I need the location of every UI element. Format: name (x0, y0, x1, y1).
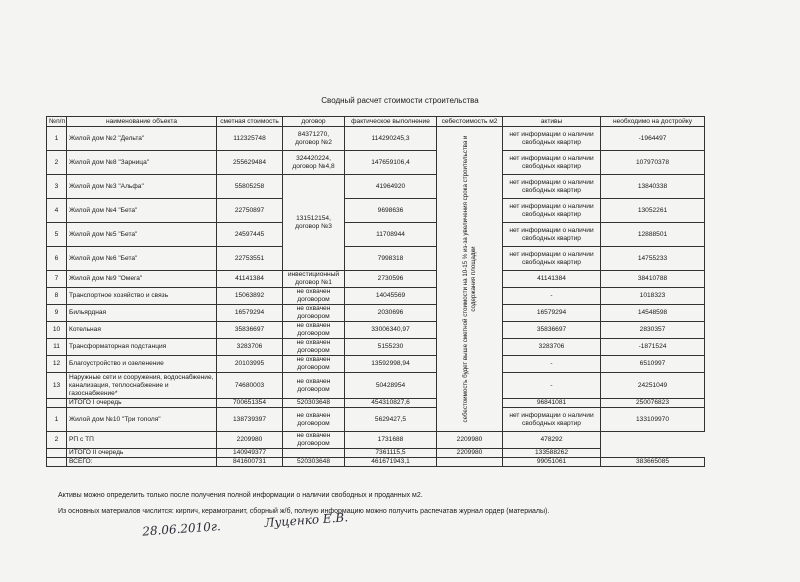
row-number: 8 (47, 288, 67, 305)
assets: 16579294 (503, 305, 601, 322)
subtotal-label: ИТОГО II очередь (67, 449, 217, 458)
assets: 41141384 (503, 271, 601, 288)
table-row (47, 175, 705, 199)
estimated-cost: 20103995 (217, 356, 283, 373)
grand-total-contract: 520303648 (283, 458, 345, 467)
row-number: 6 (47, 247, 67, 271)
table-row (47, 247, 705, 271)
actual-completion: 33006340,97 (345, 322, 437, 339)
actual-completion: 1731688 (345, 432, 437, 449)
estimated-cost: 2209980 (217, 432, 283, 449)
actual-completion: 14045569 (345, 288, 437, 305)
table-row (47, 223, 705, 247)
assets: нет информации о наличии свободных квартир (503, 199, 601, 223)
col-header: необходимо на достройку (601, 117, 705, 127)
empty-cell (47, 399, 67, 408)
estimated-cost: 24597445 (217, 223, 283, 247)
object-name: Жилой дом №8 "Зарница" (67, 151, 217, 175)
contract: не охвачен договором (283, 288, 345, 305)
assets: - (503, 373, 601, 399)
grand-total-actual: 461671943,1 (345, 458, 437, 467)
row-number: 10 (47, 322, 67, 339)
subtotal-row (47, 449, 705, 458)
table-row (47, 305, 705, 322)
empty-cell (47, 449, 67, 458)
grand-total-assets: 99051061 (503, 458, 601, 467)
actual-completion: 7998318 (345, 247, 437, 271)
need-to-complete: 38410788 (601, 271, 705, 288)
row-number: 13 (47, 373, 67, 399)
contract: не охвачен договором (283, 408, 345, 432)
col-header: себестоимость м2 (437, 117, 503, 127)
assets: нет информации о наличии свободных квартир (503, 151, 601, 175)
subtotal-cost: 140949377 (217, 449, 283, 458)
table-row (47, 288, 705, 305)
cost-table (46, 116, 705, 467)
object-name: Трансформаторная подстанция (67, 339, 217, 356)
estimated-cost: 55805258 (217, 175, 283, 199)
need-to-complete: 12888501 (601, 223, 705, 247)
actual-completion: 2030696 (345, 305, 437, 322)
actual-completion: 114290245,3 (345, 127, 437, 151)
assets: нет информации о наличии свободных квартир (503, 175, 601, 199)
table-row (47, 408, 705, 432)
object-name: Наружные сети и сооружения, водоснабжение, канализация, теплоснабжение и газоснабжение* (67, 373, 217, 399)
actual-completion: 13592998,94 (345, 356, 437, 373)
need-to-complete: 13840338 (601, 175, 705, 199)
assets-note: Активы можно определить только после получения полной информации о наличии свободных и проданных м2. (58, 492, 423, 499)
actual-completion: 9698636 (345, 199, 437, 223)
row-number: 9 (47, 305, 67, 322)
need-to-complete: 478292 (503, 432, 601, 449)
row-number: 3 (47, 175, 67, 199)
actual-completion: 11708944 (345, 223, 437, 247)
grand-total-row (47, 458, 705, 467)
subtotal-need: 250076823 (601, 399, 705, 408)
need-to-complete: 107970378 (601, 151, 705, 175)
cost-per-m2-note (437, 127, 503, 432)
contract: не охвачен договором (283, 339, 345, 356)
need-to-complete: 1018323 (601, 288, 705, 305)
object-name: Бильярдная (67, 305, 217, 322)
contract: не охвачен договором (283, 356, 345, 373)
subtotal-contract (283, 449, 345, 458)
contract: не охвачен договором (283, 305, 345, 322)
assets: 35836697 (503, 322, 601, 339)
table-row (47, 373, 705, 399)
assets: нет информации о наличии свободных квартир (503, 127, 601, 151)
object-name: Жилой дом №10 "Три тополя" (67, 408, 217, 432)
table-row (47, 322, 705, 339)
actual-completion: 147659106,4 (345, 151, 437, 175)
row-number: 12 (47, 356, 67, 373)
col-header: договор (283, 117, 345, 127)
contract: не охвачен договором (283, 432, 345, 449)
estimated-cost: 3283706 (217, 339, 283, 356)
estimated-cost: 41141384 (217, 271, 283, 288)
signature-date: 28.06.2010г. (141, 519, 222, 539)
row-number: 11 (47, 339, 67, 356)
row-number: 2 (47, 432, 67, 449)
row-number: 5 (47, 223, 67, 247)
object-name: Котельная (67, 322, 217, 339)
shared-contract: 131512154, договор №3 (283, 175, 345, 271)
row-number: 1 (47, 408, 67, 432)
col-header: фактическое выполнение (345, 117, 437, 127)
grand-total-label: ВСЕГО: (67, 458, 217, 467)
estimated-cost: 112325748 (217, 127, 283, 151)
grand-total-cost: 841600731 (217, 458, 283, 467)
table-row (47, 199, 705, 223)
estimated-cost: 15063892 (217, 288, 283, 305)
row-number: 1 (47, 127, 67, 151)
col-header: сметная стоимость (217, 117, 283, 127)
contract: 84371270, договор №2 (283, 127, 345, 151)
table-row (47, 356, 705, 373)
subtotal-actual: 7361115,5 (345, 449, 437, 458)
actual-completion: 5629427,5 (345, 408, 437, 432)
actual-completion: 2730596 (345, 271, 437, 288)
estimated-cost: 22750897 (217, 199, 283, 223)
table-row (47, 432, 705, 449)
subtotal-row (47, 399, 705, 408)
object-name: Благоустройство и озеленение (67, 356, 217, 373)
assets: - (503, 288, 601, 305)
object-name: Жилой дом №3 "Альфа" (67, 175, 217, 199)
need-to-complete: -1964497 (601, 127, 705, 151)
table-row (47, 127, 705, 151)
subtotal-contract: 520303648 (283, 399, 345, 408)
object-name: Жилой дом №2 "Дельта" (67, 127, 217, 151)
empty-cell (437, 458, 503, 467)
assets: 2209980 (437, 432, 503, 449)
signature-name: Луценко Е.В. (263, 510, 349, 531)
actual-completion: 5155230 (345, 339, 437, 356)
object-name: Жилой дом №6 "Бета" (67, 247, 217, 271)
contract: 324420224, договор №4,8 (283, 151, 345, 175)
contract: не охвачен договором (283, 373, 345, 399)
col-header: наименование объекта (67, 117, 217, 127)
document-title: Сводный расчет стоимости строительства (321, 96, 479, 105)
vertical-note-text: себестоимость будет выше сметной стоимости на 10-15 % из-за увеличения срока строительства и содержания площадки (461, 135, 477, 423)
need-to-complete: 14755233 (601, 247, 705, 271)
contract: не охвачен договором (283, 322, 345, 339)
subtotal-assets: 2209980 (437, 449, 503, 458)
need-to-complete: 13052261 (601, 199, 705, 223)
need-to-complete: -1871524 (601, 339, 705, 356)
col-header: активы (503, 117, 601, 127)
estimated-cost: 35836697 (217, 322, 283, 339)
table-header-row (47, 117, 705, 127)
object-name: Транспортное хозяйство и связь (67, 288, 217, 305)
assets: нет информации о наличии свободных квартир (503, 247, 601, 271)
subtotal-actual: 454310827,6 (345, 399, 437, 408)
table-row (47, 271, 705, 288)
need-to-complete: 2830357 (601, 322, 705, 339)
row-number: 4 (47, 199, 67, 223)
subtotal-label: ИТОГО I очередь (67, 399, 217, 408)
estimated-cost: 22753551 (217, 247, 283, 271)
contract: инвестиционный договор №1 (283, 271, 345, 288)
object-name: Жилой дом №4 "Бета" (67, 199, 217, 223)
need-to-complete: 24251049 (601, 373, 705, 399)
table-row (47, 339, 705, 356)
estimated-cost: 74680003 (217, 373, 283, 399)
row-number: 7 (47, 271, 67, 288)
actual-completion: 41964920 (345, 175, 437, 199)
actual-completion: 50428954 (345, 373, 437, 399)
estimated-cost: 255629484 (217, 151, 283, 175)
estimated-cost: 138739397 (217, 408, 283, 432)
table-row (47, 151, 705, 175)
subtotal-assets: 96841081 (503, 399, 601, 408)
subtotal-cost: 700651354 (217, 399, 283, 408)
object-name: РП с ТП (67, 432, 217, 449)
assets: нет информации о наличии свободных квартир (503, 408, 601, 432)
assets: - (503, 356, 601, 373)
col-header: №п/п (47, 117, 67, 127)
empty-cell (47, 458, 67, 467)
object-name: Жилой дом №5 "Бета" (67, 223, 217, 247)
materials-note: Из основных материалов числится: кирпич, керамогранит, сборный ж/б, полную информацию можно получить распечатав журнал ордер (материалы). (58, 508, 550, 515)
need-to-complete: 133109970 (601, 408, 705, 432)
grand-total-need: 383665085 (601, 458, 705, 467)
subtotal-need: 133588262 (503, 449, 601, 458)
need-to-complete: 14548598 (601, 305, 705, 322)
assets: нет информации о наличии свободных квартир (503, 223, 601, 247)
object-name: Жилой дом №9 "Омега" (67, 271, 217, 288)
assets: 3283706 (503, 339, 601, 356)
estimated-cost: 16579294 (217, 305, 283, 322)
row-number: 2 (47, 151, 67, 175)
need-to-complete: 6510997 (601, 356, 705, 373)
